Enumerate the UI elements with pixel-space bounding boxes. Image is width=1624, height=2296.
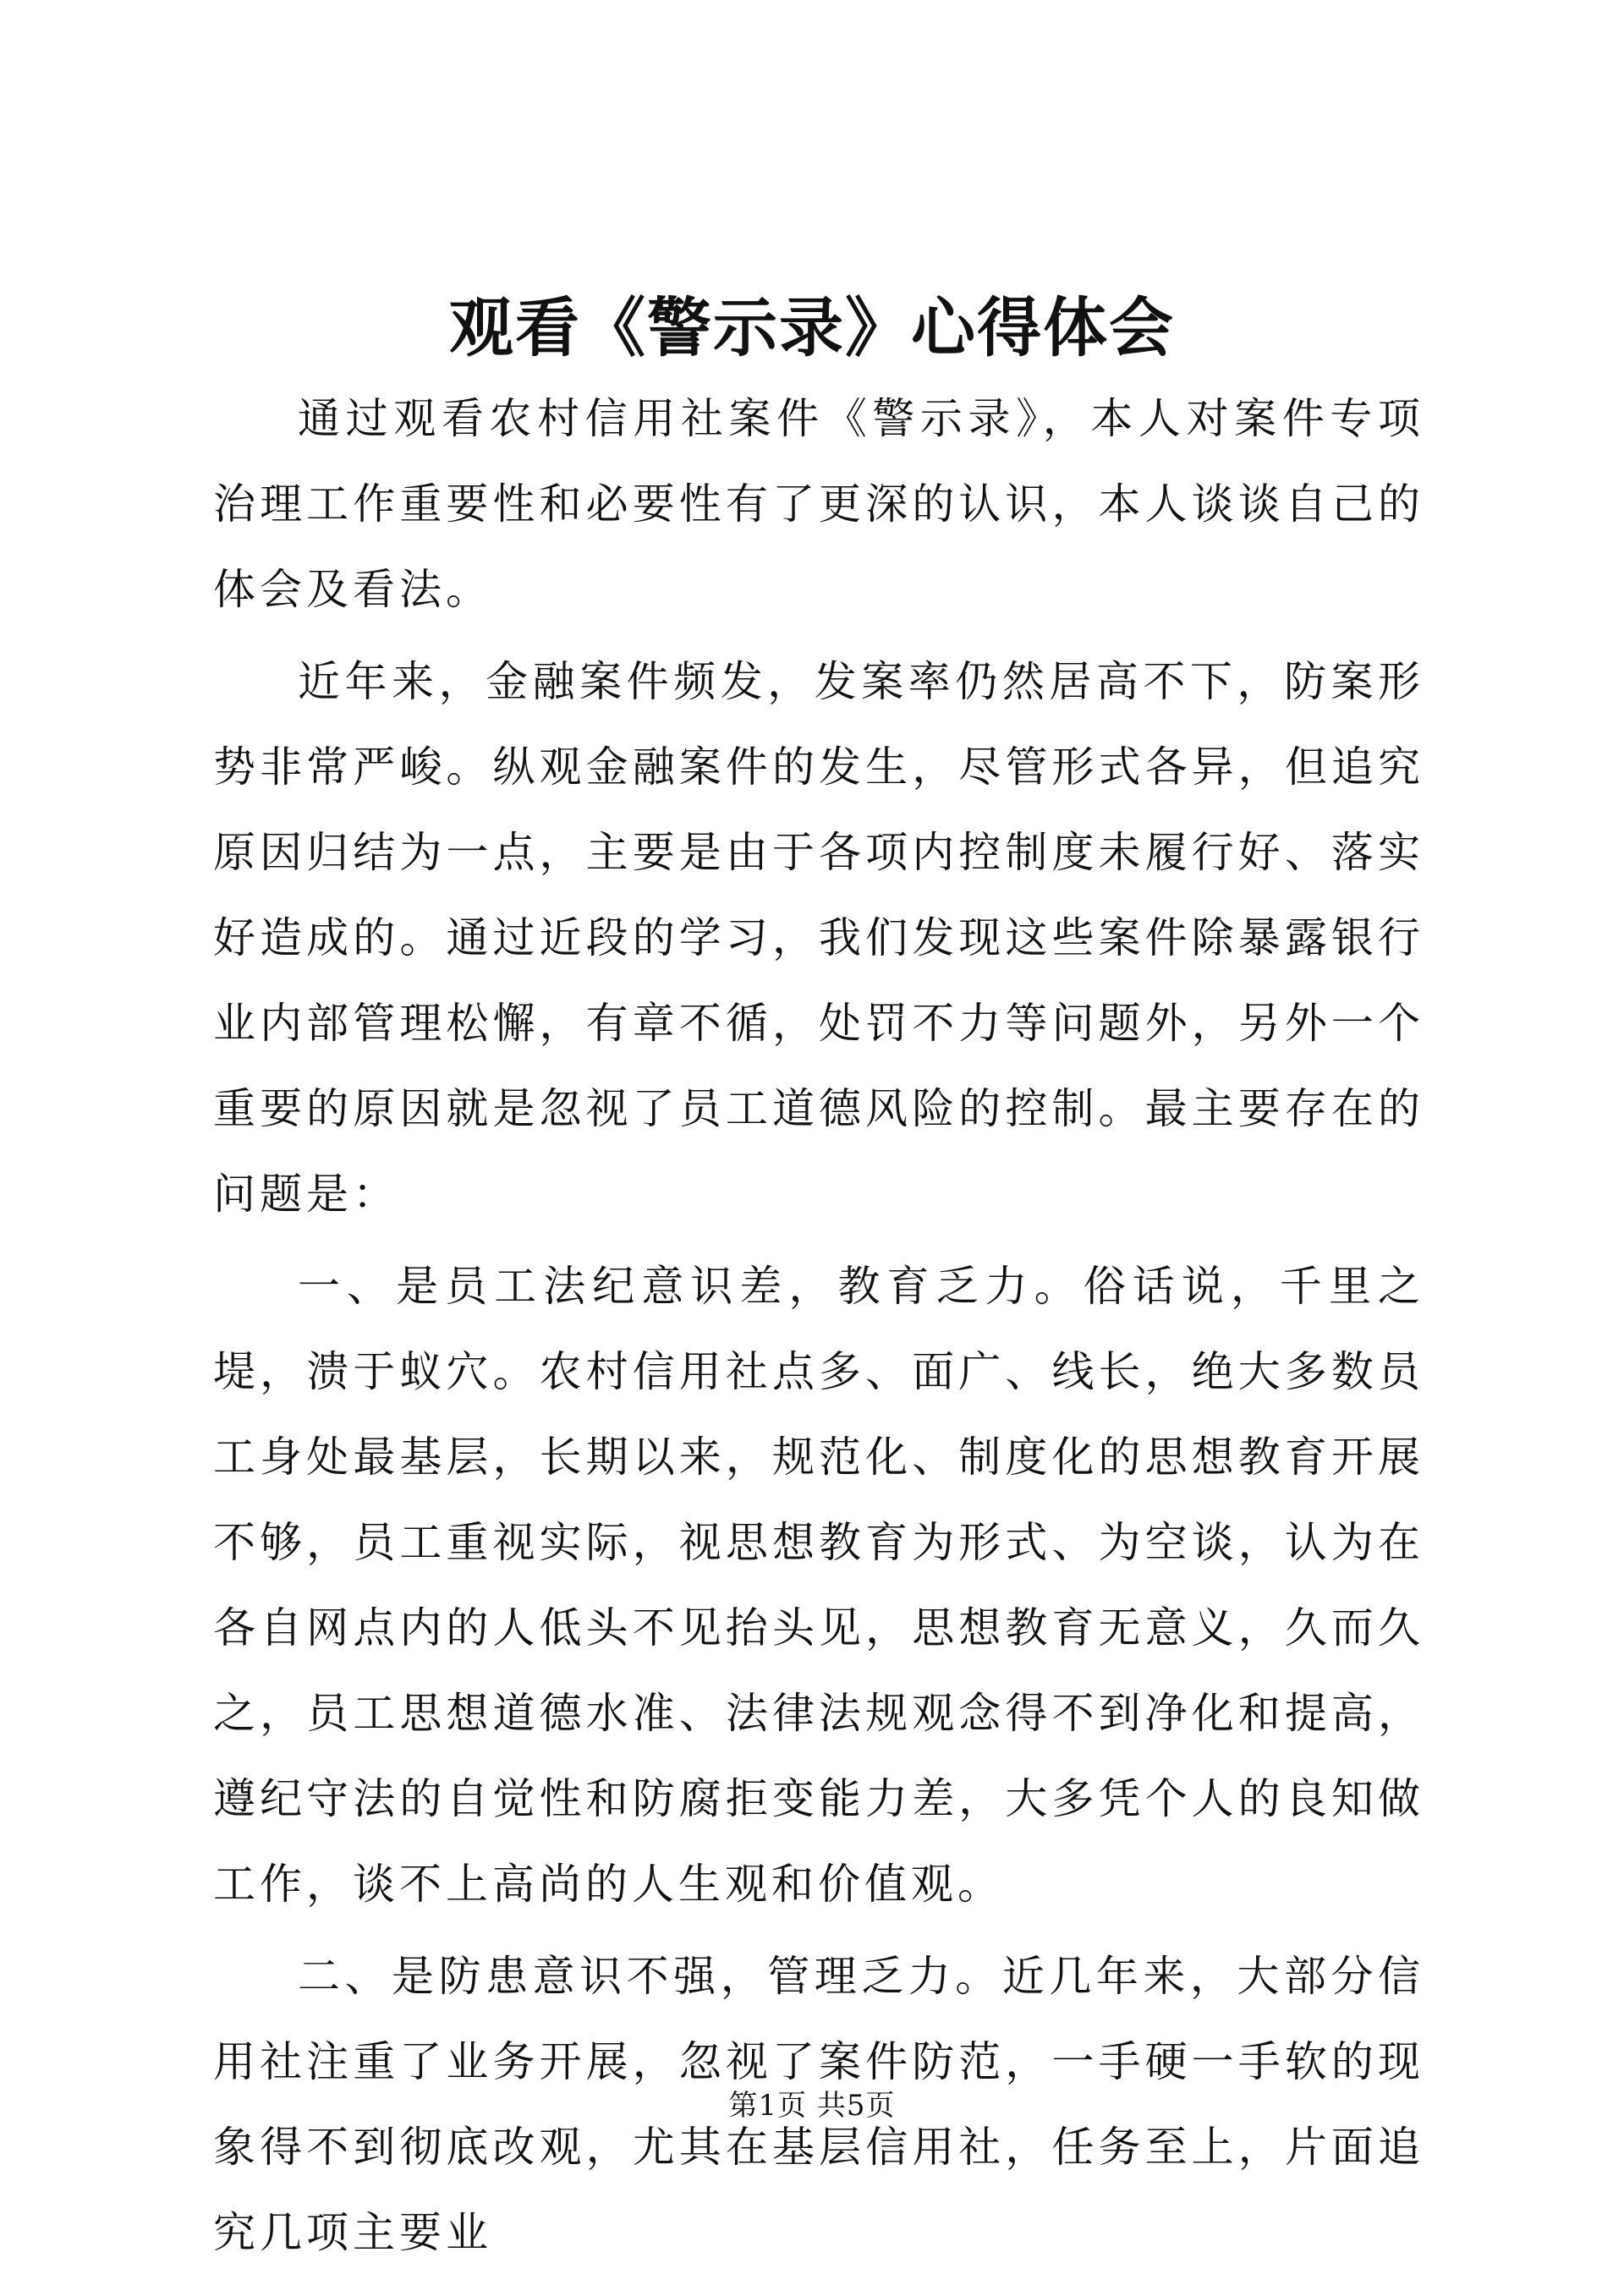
paragraph-background: 近年来，金融案件频发，发案率仍然居高不下，防案形势非常严峻。纵观金融案件的发生，尽管形式各异，但追究原因归结为一点，主要是由于各项内控制度未履行好、落实好造成的。通过近段的学习，我们发现这些案件除暴露银行业内部管理松懈，有章不循，处罚不力等问题外，另外一个重要的原因就是忽视了员工道德风险的控制。最主要存在的问题是： [213,657,1424,1219]
paragraph-point-two: 二、是防患意识不强，管理乏力。近几年来，大部分信用社注重了业务开展，忽视了案件防范，一手硬一手软的现象得不到彻底改观，尤其在基层信用社，任务至上，片面追究几项主要业 [213,1952,1424,2257]
document-title: 观看《警示录》心得体会 [449,290,1175,365]
document-body [213,376,1424,2282]
paragraph-point-one: 一、是员工法纪意识差，教育乏力。俗话说，千里之堤，溃于蚁穴。农村信用社点多、面广、线长，绝大多数员工身处最基层，长期以来，规范化、制度化的思想教育开展不够，员工重视实际，视思想教育为形式、为空谈，认为在各自网点内的人低头不见抬头见，思想教育无意义，久而久之，员工思想道德水准、法律法规观念得不到净化和提高，遵纪守法的自觉性和防腐拒变能力差，大多凭个人的良知做工作，谈不上高尚的人生观和价值观。 [213,1262,1424,1909]
page-number-footer: 第1页 共5页 [728,2089,896,2123]
paragraph-intro: 通过观看农村信用社案件《警示录》，本人对案件专项治理工作重要性和必要性有了更深的认识，本人谈谈自己的体会及看法。 [213,394,1424,614]
